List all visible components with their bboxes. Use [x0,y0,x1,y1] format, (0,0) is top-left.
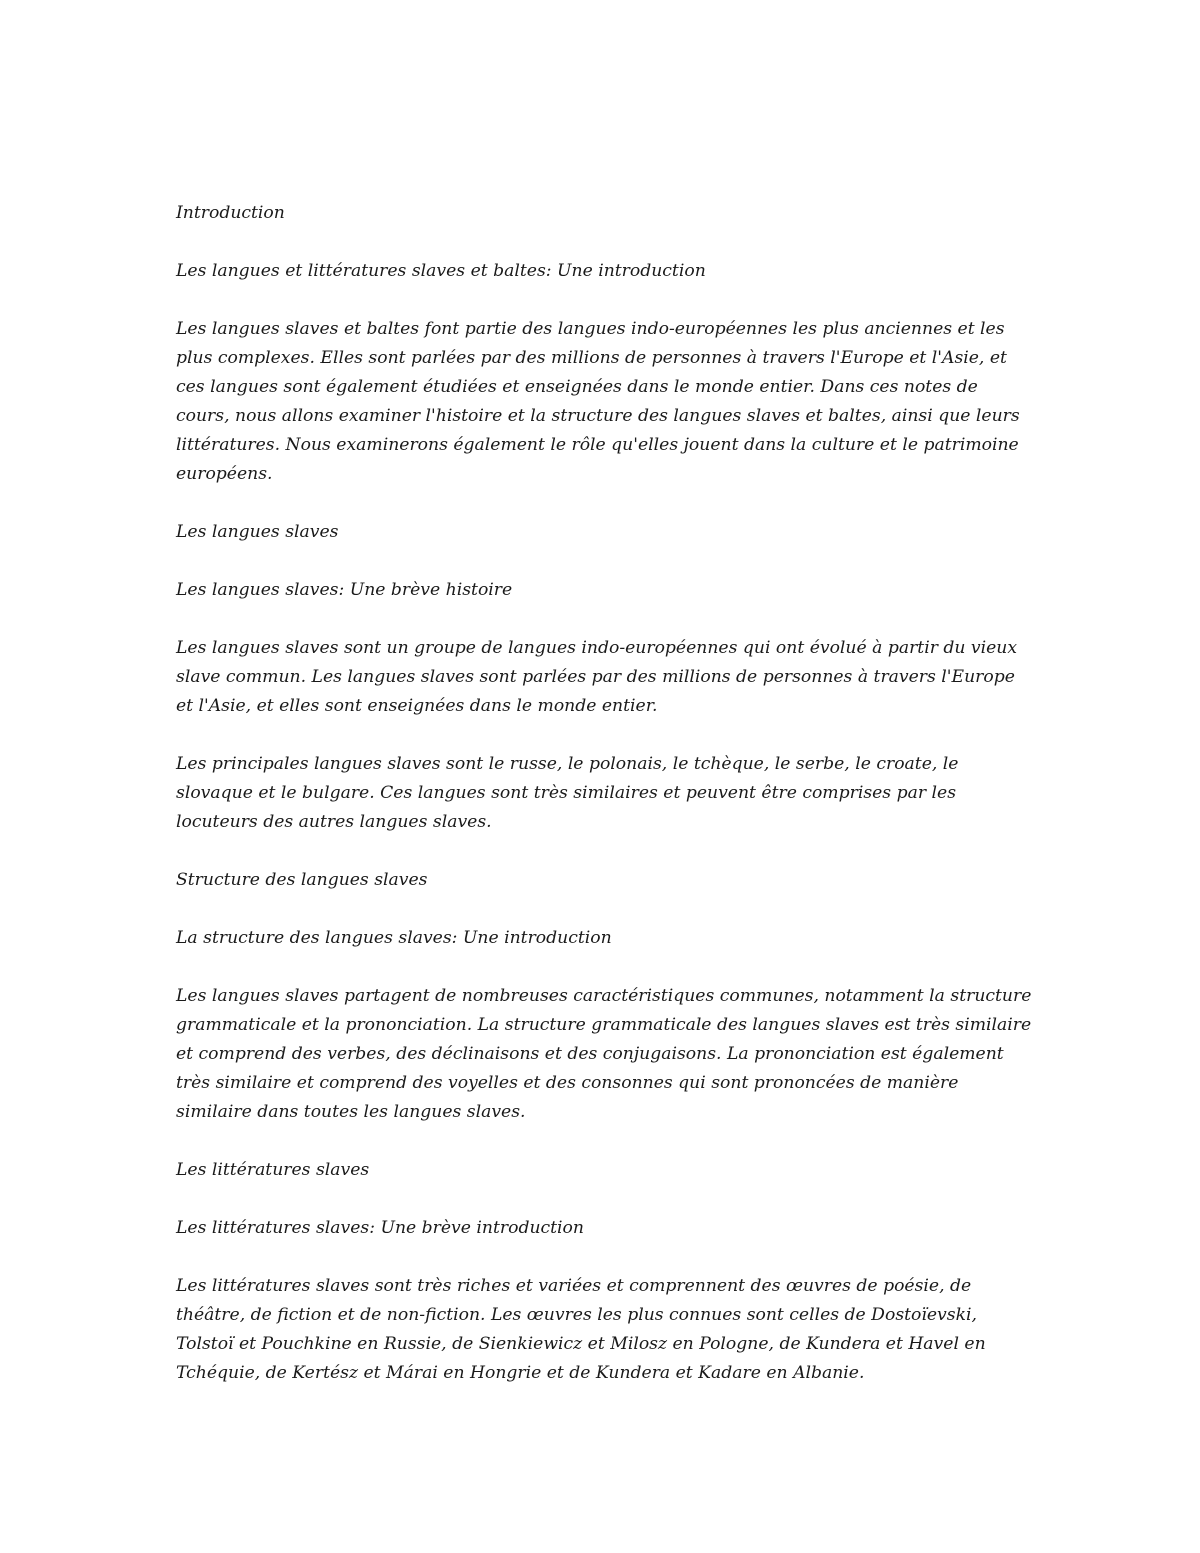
heading-structure: Structure des langues slaves [176,870,428,890]
heading-introduction: Introduction [176,203,285,223]
subheading-introduction: Les langues et littératures slaves et baltes: Une introduction [176,261,706,281]
paragraph-literatures: Les littératures slaves sont très riches et variées et comprennent des œuvres de poésie, de théâtre, de fiction et de non-fiction. Les œuvres les plus connues sont celles de Dostoïevski, Tolstoï et Pouchkine en Russie, de Sienkiewicz et Milosz en Pologne, de Kundera et Havel en Tchéquie, de Kertész et Márai en Hongrie et de Kundera et Kadare en Albanie. [176,1276,986,1383]
subheading-structure-introduction: La structure des langues slaves: Une introduction [176,928,612,948]
paragraph-main-languages: Les principales langues slaves sont le russe, le polonais, le tchèque, le serbe, le croate, le slovaque et le bulgare. Ces langues sont très similaires et peuvent être comprises par les locuteurs des autres langues slaves. [176,754,959,832]
subheading-literatures-introduction: Les littératures slaves: Une brève introduction [176,1218,584,1238]
paragraph-history: Les langues slaves sont un groupe de langues indo-européennes qui ont évolué à partir du vieux slave commun. Les langues slaves sont parlées par des millions de personnes à travers l'Europe et l'Asie, et elles sont enseignées dans le monde entier. [176,638,1018,716]
paragraph-structure: Les langues slaves partagent de nombreuses caractéristiques communes, notamment la structure grammaticale et la prononciation. La structure grammaticale des langues slaves est très similaire et comprend des verbes, des déclinaisons et des conjugaisons. La prononciation est également très similaire et comprend des voyelles et des consonnes qui sont prononcées de manière similaire dans toutes les langues slaves. [176,986,1032,1122]
heading-slavic-languages: Les langues slaves [176,522,339,542]
document-body [176,199,1036,1417]
paragraph-introduction: Les langues slaves et baltes font partie des langues indo-européennes les plus anciennes et les plus complexes. Elles sont parlées par des millions de personnes à travers l'Europe et l'Asie, et ces langues sont également étudiées et enseignées dans le monde entier. Dans ces notes de cours, nous allons examiner l'histoire et la structure des langues slaves et baltes, ainsi que leurs littératures. Nous examinerons également le rôle qu'elles jouent dans la culture et le patrimoine européens. [176,319,1020,484]
heading-literatures: Les littératures slaves [176,1160,370,1180]
subheading-brief-history: Les langues slaves: Une brève histoire [176,580,513,600]
